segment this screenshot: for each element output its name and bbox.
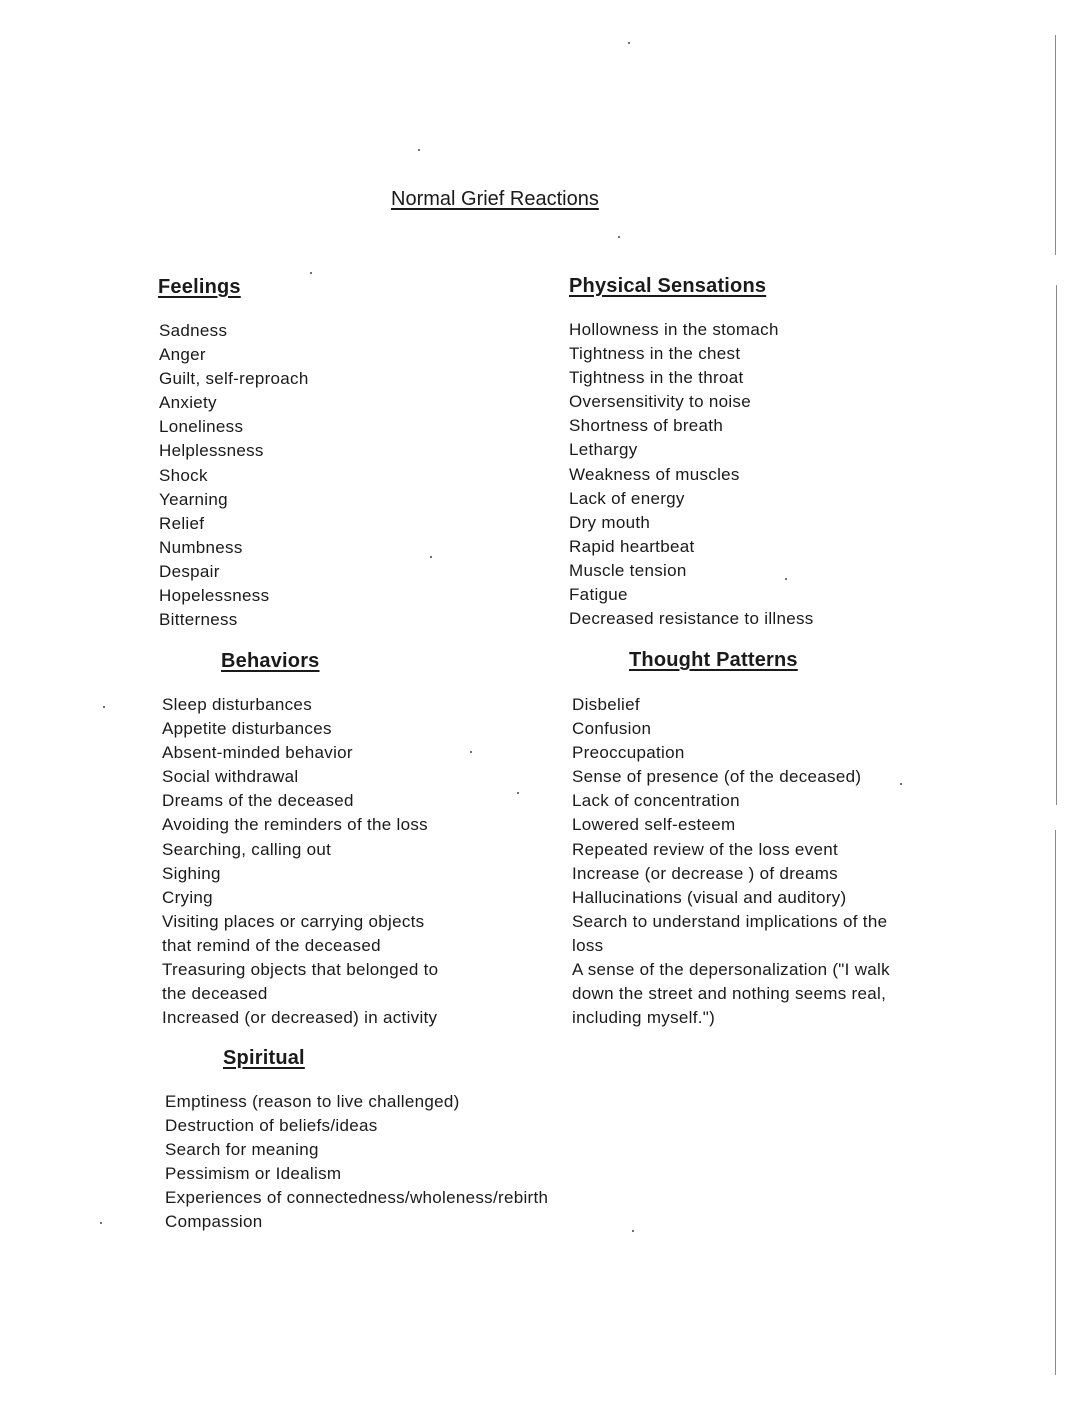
list-item: Increased (or decreased) in activity	[162, 1008, 438, 1028]
list-item: Yearning	[159, 489, 228, 509]
list-item: Despair	[159, 561, 220, 581]
list-item: including myself.")	[572, 1008, 716, 1028]
list-item: Hopelessness	[159, 586, 270, 606]
scan-speck	[628, 42, 630, 44]
list-item: that remind of the deceased	[162, 935, 381, 955]
behaviors-list	[162, 693, 438, 1030]
list-item: Sighing	[162, 863, 221, 883]
list-item: Anger	[159, 345, 206, 365]
behaviors-heading: Behaviors	[221, 650, 320, 672]
list-item: Shock	[159, 465, 208, 485]
list-item: Weakness of muscles	[569, 464, 740, 484]
list-item: Search to understand implications of the	[572, 911, 888, 931]
list-item: Preoccupation	[572, 743, 685, 763]
list-item: Helplessness	[159, 441, 264, 461]
physical-sensations-heading: Physical Sensations	[569, 275, 767, 297]
scan-speck	[618, 236, 620, 238]
feelings-list	[159, 319, 309, 632]
list-item: Appetite disturbances	[162, 719, 332, 739]
scan-speck	[785, 578, 787, 580]
list-item: the deceased	[162, 984, 268, 1004]
list-item: Loneliness	[159, 417, 244, 437]
thought-patterns-heading: Thought Patterns	[629, 649, 798, 671]
list-item: Hollowness in the stomach	[569, 320, 779, 339]
list-item: Treasuring objects that belonged to	[162, 960, 439, 980]
list-item: Social withdrawal	[162, 767, 299, 787]
list-item: Absent-minded behavior	[162, 743, 353, 763]
list-item: Increase (or decrease ) of dreams	[572, 863, 838, 883]
list-item: Searching, calling out	[162, 839, 332, 859]
spiritual-heading: Spiritual	[223, 1047, 305, 1069]
scan-speck	[517, 792, 519, 794]
list-item: Search for meaning	[165, 1140, 319, 1160]
list-item: A sense of the depersonalization ("I walk	[572, 960, 890, 980]
list-item: Confusion	[572, 719, 652, 739]
list-item: Fatigue	[569, 585, 628, 605]
list-item: Bitterness	[159, 610, 238, 630]
list-item: Sadness	[159, 321, 228, 340]
list-item: Lack of concentration	[572, 791, 740, 811]
list-item: Avoiding the reminders of the loss	[162, 815, 428, 835]
list-item: Dreams of the deceased	[162, 791, 354, 811]
list-item: Sleep disturbances	[162, 695, 312, 714]
scan-edge-line	[1056, 285, 1057, 805]
list-item: down the street and nothing seems real,	[572, 984, 887, 1004]
list-item: Dry mouth	[569, 512, 651, 532]
scan-speck	[430, 556, 432, 558]
list-item: loss	[572, 935, 604, 955]
list-item: Relief	[159, 513, 205, 533]
scan-edge-line	[1055, 35, 1056, 255]
scan-speck	[310, 272, 312, 274]
list-item: Visiting places or carrying objects	[162, 911, 425, 931]
page-title: Normal Grief Reactions	[391, 188, 599, 210]
list-item: Rapid heartbeat	[569, 536, 695, 556]
scan-speck	[418, 149, 420, 151]
scan-speck	[900, 783, 902, 785]
list-item: Pessimism or Idealism	[165, 1164, 342, 1184]
list-item: Muscle tension	[569, 560, 687, 580]
list-item: Crying	[162, 887, 213, 907]
list-item: Shortness of breath	[569, 416, 724, 436]
list-item: Disbelief	[572, 695, 640, 714]
thought-patterns-list	[572, 693, 890, 1030]
list-item: Experiences of connectedness/wholeness/rebirth	[165, 1188, 549, 1208]
list-item: Lack of energy	[569, 488, 685, 508]
feelings-heading: Feelings	[158, 276, 241, 298]
scan-speck	[632, 1230, 634, 1232]
list-item: Tightness in the throat	[569, 368, 744, 388]
list-item: Emptiness (reason to live challenged)	[165, 1092, 460, 1111]
list-item: Destruction of beliefs/ideas	[165, 1116, 378, 1136]
list-item: Decreased resistance to illness	[569, 609, 814, 629]
scan-edge-line	[1055, 830, 1056, 1375]
list-item: Oversensitivity to noise	[569, 392, 751, 412]
list-item: Lowered self-esteem	[572, 815, 736, 835]
scan-speck	[100, 1222, 102, 1224]
list-item: Lethargy	[569, 440, 638, 460]
scan-speck	[470, 751, 472, 753]
list-item: Sense of presence (of the deceased)	[572, 767, 862, 787]
scan-speck	[103, 706, 105, 708]
list-item: Tightness in the chest	[569, 344, 741, 364]
list-item: Repeated review of the loss event	[572, 839, 838, 859]
list-item: Hallucinations (visual and auditory)	[572, 887, 847, 907]
list-item: Numbness	[159, 537, 243, 557]
spiritual-list	[165, 1090, 548, 1235]
list-item: Compassion	[165, 1212, 263, 1232]
list-item: Anxiety	[159, 393, 217, 413]
physical-sensations-list	[569, 318, 814, 631]
list-item: Guilt, self-reproach	[159, 369, 309, 389]
